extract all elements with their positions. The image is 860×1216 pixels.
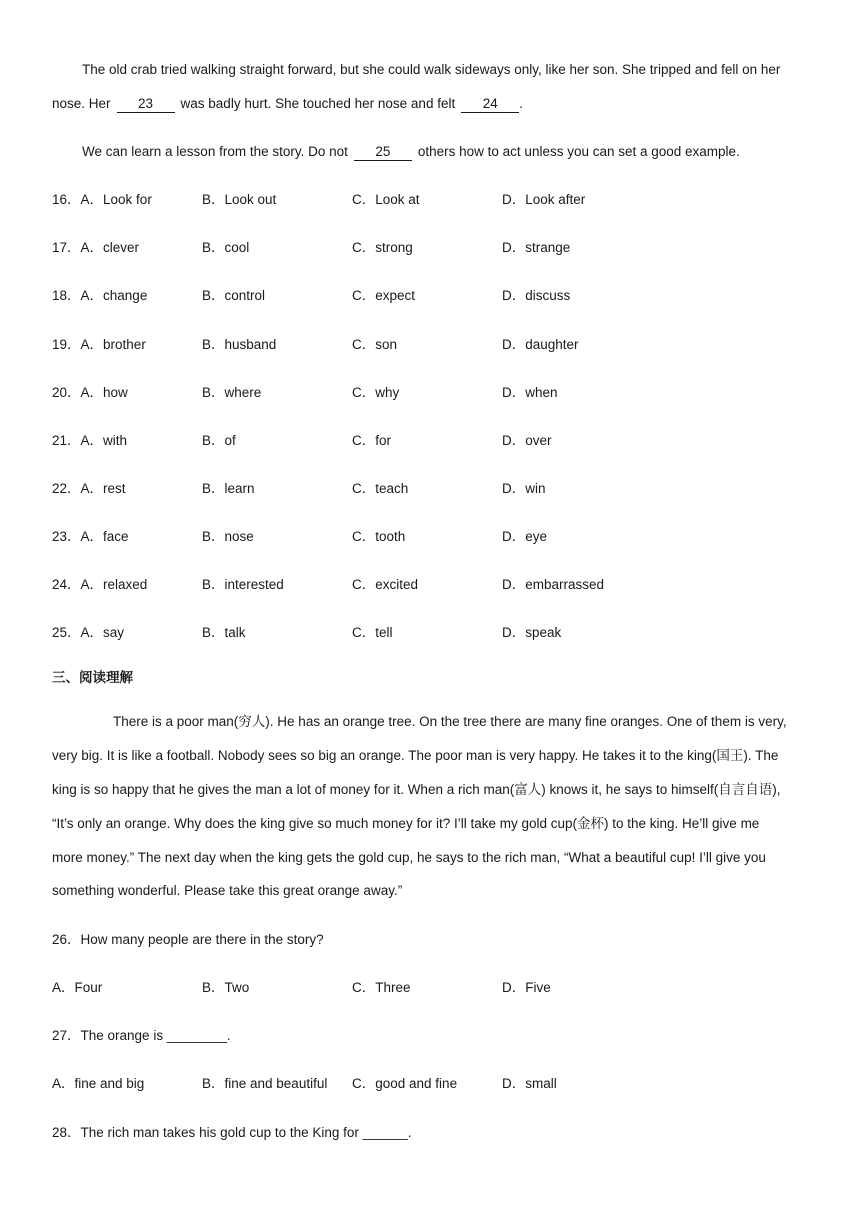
question-option[interactable]: B．talk bbox=[202, 625, 246, 640]
question-option[interactable] bbox=[52, 527, 129, 547]
question-option[interactable]: D．Five bbox=[502, 980, 551, 995]
question-option[interactable]: A．fine and big bbox=[52, 1076, 145, 1091]
passage-text: We can learn a lesson from the story. Do not bbox=[82, 144, 348, 159]
option-label: A．say bbox=[80, 625, 125, 640]
question-option[interactable] bbox=[52, 335, 146, 355]
question-option[interactable]: D．discuss bbox=[502, 288, 571, 303]
passage-line bbox=[82, 60, 780, 80]
question-option[interactable]: D．win bbox=[502, 481, 546, 496]
question-option[interactable]: D．embarrassed bbox=[502, 577, 605, 592]
question-number: 16． bbox=[52, 192, 81, 207]
question-option[interactable]: B．husband bbox=[202, 337, 277, 352]
question-option[interactable]: D．Look after bbox=[502, 192, 586, 207]
question-option[interactable]: D．small bbox=[502, 1076, 557, 1091]
option-label: A．rest bbox=[80, 481, 126, 496]
question-option[interactable]: B．cool bbox=[202, 240, 250, 255]
passage-text: nose. Her bbox=[52, 96, 111, 111]
passage-line bbox=[82, 142, 740, 162]
question-number: 25． bbox=[52, 625, 81, 640]
question-number: 21． bbox=[52, 433, 81, 448]
passage-text: others how to act unless you can set a good example. bbox=[417, 144, 740, 159]
reading-passage-line: very big. It is like a football. Nobody sees so big an orange. The poor man is very happy. He takes it to the king(国王). The bbox=[52, 748, 779, 763]
reading-passage-line: There is a poor man(穷人). He has an orange tree. On the tree there are many fine oranges. One of them is very, bbox=[113, 714, 787, 729]
question-option[interactable]: B．where bbox=[202, 385, 262, 400]
question-option[interactable] bbox=[52, 238, 139, 258]
question-option[interactable]: B．Look out bbox=[202, 192, 277, 207]
question-number: 24． bbox=[52, 577, 81, 592]
question-option[interactable]: C．son bbox=[352, 337, 398, 352]
reading-passage-line: king is so happy that he gives the man a lot of money for it. When a rich man(富人) knows it, he says to himself(自言自语), bbox=[52, 782, 781, 797]
passage-text: The old crab tried walking straight forward, but she could walk sideways only, like her son. She tripped and fell on her bbox=[82, 62, 781, 77]
question-option[interactable]: C．Three bbox=[352, 980, 411, 995]
question-option[interactable]: C．teach bbox=[352, 481, 409, 496]
option-label: A．clever bbox=[80, 240, 140, 255]
question-option[interactable]: D．when bbox=[502, 385, 558, 400]
question-stem: 28．The rich man takes his gold cup to the King for ______. bbox=[52, 1125, 412, 1140]
question-option[interactable] bbox=[52, 479, 126, 499]
question-option[interactable]: C．excited bbox=[352, 577, 419, 592]
passage-text: . bbox=[519, 96, 523, 111]
question-stem: 27．The orange is ________. bbox=[52, 1028, 231, 1043]
question-option[interactable]: C．tooth bbox=[352, 529, 406, 544]
option-label: A．face bbox=[80, 529, 129, 544]
question-option[interactable] bbox=[52, 431, 127, 451]
option-label: A．change bbox=[80, 288, 148, 303]
question-option[interactable]: B．nose bbox=[202, 529, 254, 544]
question-option[interactable]: C．expect bbox=[352, 288, 416, 303]
question-option[interactable]: B．Two bbox=[202, 980, 250, 995]
question-number: 17． bbox=[52, 240, 81, 255]
question-option[interactable]: B．learn bbox=[202, 481, 255, 496]
question-option[interactable]: D．over bbox=[502, 433, 552, 448]
question-option[interactable]: D．speak bbox=[502, 625, 562, 640]
question-option[interactable]: C．strong bbox=[352, 240, 413, 255]
section-title: 三、阅读理解 bbox=[52, 670, 133, 686]
passage-text: was badly hurt. She touched her nose and felt bbox=[180, 96, 456, 111]
question-option[interactable]: B．fine and beautiful bbox=[202, 1076, 328, 1091]
option-label: A．relaxed bbox=[80, 577, 148, 592]
question-option[interactable]: B．of bbox=[202, 433, 236, 448]
question-number: 20． bbox=[52, 385, 81, 400]
option-label: A．how bbox=[80, 385, 128, 400]
question-option[interactable]: C．for bbox=[352, 433, 392, 448]
question-option[interactable] bbox=[52, 623, 124, 643]
reading-passage-line: more money.” The next day when the king gets the gold cup, he says to the rich man, “What a beautiful cup! I’ll give you bbox=[52, 850, 766, 865]
question-stem: 26．How many people are there in the story? bbox=[52, 932, 324, 947]
blank-23: 23 bbox=[117, 96, 175, 113]
option-label: A．Look for bbox=[80, 192, 152, 207]
question-option[interactable]: B．control bbox=[202, 288, 266, 303]
question-option[interactable]: C．good and fine bbox=[352, 1076, 458, 1091]
option-label: A．with bbox=[80, 433, 128, 448]
question-option[interactable] bbox=[52, 575, 147, 595]
option-label: A．brother bbox=[80, 337, 146, 352]
question-option[interactable]: A．Four bbox=[52, 980, 103, 995]
passage-line bbox=[52, 94, 523, 114]
question-number: 22． bbox=[52, 481, 81, 496]
question-option[interactable]: B．interested bbox=[202, 577, 284, 592]
question-option[interactable] bbox=[52, 190, 152, 210]
blank-24: 24 bbox=[461, 96, 519, 113]
question-option[interactable]: C．tell bbox=[352, 625, 393, 640]
reading-passage-line: “It’s only an orange. Why does the king give so much money for it? I’ll take my gold cup(金杯) to the king. He’ll give me bbox=[52, 816, 760, 831]
question-option[interactable]: C．Look at bbox=[352, 192, 420, 207]
question-option[interactable]: D．strange bbox=[502, 240, 571, 255]
question-number: 18． bbox=[52, 288, 81, 303]
blank-25: 25 bbox=[354, 144, 412, 161]
reading-passage-line: something wonderful. Please take this great orange away.” bbox=[52, 883, 403, 898]
question-option[interactable]: D．daughter bbox=[502, 337, 579, 352]
question-option[interactable]: D．eye bbox=[502, 529, 548, 544]
question-option[interactable] bbox=[52, 286, 147, 306]
question-option[interactable]: C．why bbox=[352, 385, 400, 400]
question-option[interactable] bbox=[52, 383, 128, 403]
question-number: 23． bbox=[52, 529, 81, 544]
question-number: 19． bbox=[52, 337, 81, 352]
